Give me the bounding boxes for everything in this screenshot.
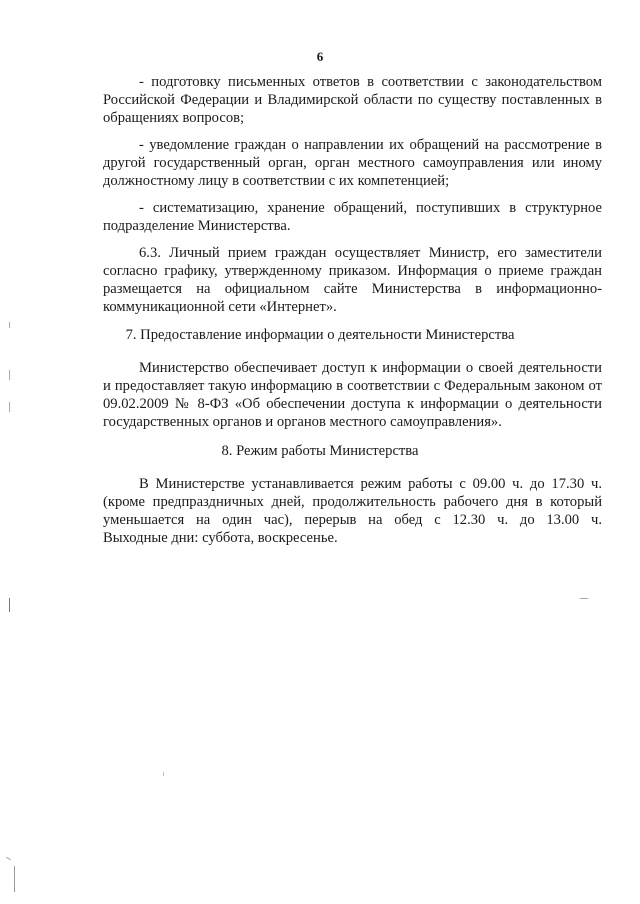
scan-artifact: [14, 866, 15, 892]
paragraph-line: подразделение Министерства.: [103, 218, 291, 234]
section-heading: 7. Предоставление информации о деятельности Министерства: [125, 327, 515, 343]
scan-artifact: [163, 772, 164, 776]
paragraph-line: - уведомление граждан о направлении их обращений на рассмотрение в: [139, 137, 602, 153]
scan-artifact: [9, 370, 10, 380]
paragraph-line: согласно графику, утвержденному приказом. Информация о приеме граждан: [103, 263, 602, 279]
paragraph-line: обращениях вопросов;: [103, 110, 245, 126]
paragraph-line: должностному лицу в соответствии с их компетенцией;: [103, 173, 450, 189]
paragraph-line: размещается на официальном сайте Министерства в информационно-: [103, 281, 602, 297]
paragraph-line: государственных органов и органов местного самоуправления».: [103, 414, 502, 430]
paragraph-line: уменьшается на один час), перерыв на обед с 12.30 ч. до 13.00 ч.: [103, 512, 602, 528]
paragraph-line: Российской Федерации и Владимирской области по существу поставленных в: [103, 92, 602, 108]
paragraph-line: коммуникационной сети «Интернет».: [103, 299, 337, 315]
paragraph-line: 6.3. Личный прием граждан осуществляет Министр, его заместители: [139, 245, 602, 261]
paragraph-line: 09.02.2009 № 8-ФЗ «Об обеспечении доступа к информации о деятельности: [103, 396, 602, 412]
paragraph-line: - систематизацию, хранение обращений, поступивших в структурное: [139, 200, 602, 216]
page-number: 6: [316, 49, 324, 64]
scan-artifact: [9, 598, 10, 612]
paragraph-line: Выходные дни: суббота, воскресенье.: [103, 530, 338, 546]
scan-artifact: [9, 402, 10, 412]
paragraph-line: - подготовку письменных ответов в соответствии с законодательством: [139, 74, 602, 90]
section-heading: 8. Режим работы Министерства: [221, 443, 419, 459]
scan-artifact: [6, 857, 11, 860]
paragraph-line: и предоставляет такую информацию в соответствии с Федеральным законом от: [103, 378, 602, 394]
scan-artifact: [9, 322, 10, 328]
paragraph-line: другой государственный орган, орган местного самоуправления или иному: [103, 155, 602, 171]
scan-artifact: [580, 598, 588, 599]
paragraph-line: Министерство обеспечивает доступ к информации о своей деятельности: [139, 360, 602, 376]
paragraph-line: (кроме предпраздничных дней, продолжительность рабочего дня в который: [103, 494, 602, 510]
paragraph-line: В Министерстве устанавливается режим работы с 09.00 ч. до 17.30 ч.: [139, 476, 602, 492]
